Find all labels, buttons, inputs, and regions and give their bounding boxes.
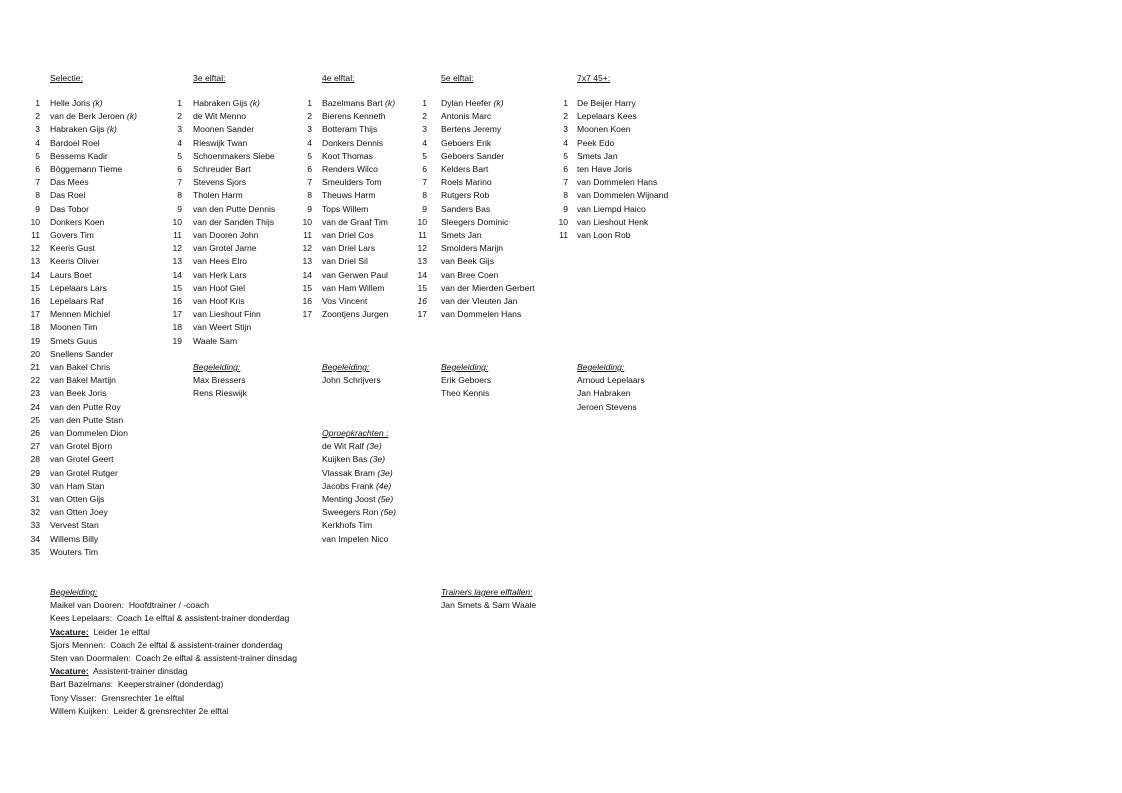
player-name: Das Mees [50, 177, 89, 188]
player-number: 11 [173, 230, 182, 240]
player-number: 34 [30, 533, 40, 544]
player-name: Habraken Gijs (k) [193, 98, 260, 108]
player-number: 30 [30, 480, 40, 491]
player-number: 8 [35, 190, 40, 201]
staff-label: Willem Kuijken: [50, 705, 109, 716]
staff-role: Leider 1e elftal [88, 626, 150, 637]
player-name: van Herk Lars [193, 269, 247, 280]
player-number: 6 [177, 164, 182, 174]
player-number: 15 [30, 282, 40, 293]
player-name: Bazelmans Bart (k) [322, 98, 396, 108]
player-name: van Gerwen Paul [322, 269, 388, 280]
team-staff-title [193, 361, 247, 401]
player-name: de Wit Menno [193, 111, 247, 122]
column-header: 4e elftal: [322, 73, 355, 83]
team-staff-heading: Begeleiding: [322, 362, 370, 372]
player-number: 4 [307, 137, 312, 148]
player-name: Das Roel [50, 190, 86, 201]
team-staff-member: Jan Habraken [577, 388, 631, 399]
player-number: 5 [563, 150, 568, 161]
team-staff-member: Max Bressers [193, 375, 246, 386]
player-number: 9 [35, 203, 40, 214]
player-number: 19 [30, 335, 40, 346]
player-number: 7 [307, 177, 312, 188]
reserve-player: van Impelen Nico [322, 533, 389, 544]
reserve-player: Menting Joost (5e) [322, 493, 394, 504]
player-number: 11 [303, 230, 312, 240]
reserve-player: Jacobs Frank (4e) [322, 480, 392, 491]
player-number: 13 [30, 256, 40, 267]
reserve-team-note: (3e) [367, 454, 386, 465]
captain-note: (k) [382, 98, 396, 108]
player-name: Moonen Tim [50, 322, 98, 333]
player-name: van den Putte Roy [50, 401, 121, 412]
player-number: 2 [35, 111, 40, 122]
player-number: 15 [172, 282, 182, 293]
player-name: Laurs Boet [50, 269, 92, 280]
player-number: 2 [422, 111, 427, 122]
player-name: Peek Edo [577, 137, 615, 148]
player-name: van Hoof Giel [193, 282, 246, 293]
staff-role: Assistent-trainer dinsdag [88, 666, 188, 677]
player-name: van Bree Coen [441, 269, 499, 280]
player-name: Antonis Marc [441, 111, 492, 122]
staff-role: Hoofdtrainer / -coach [124, 600, 210, 611]
player-name: Vervest Stan [50, 520, 99, 531]
player-number: 12 [172, 243, 182, 254]
player-number: 8 [422, 190, 427, 201]
player-number: 1 [563, 98, 568, 108]
staff-label: Vacature: [50, 626, 89, 637]
player-name: Bardoel Roel [50, 137, 100, 148]
player-name: van Grotel Rutger [50, 467, 118, 478]
player-number: 6 [307, 164, 312, 174]
player-name: Bierens Kenneth [322, 111, 386, 122]
player-name: Smeulders Tom [322, 177, 382, 188]
player-name: Snellens Sander [50, 348, 114, 359]
player-number: 7 [35, 177, 40, 188]
captain-note: (k) [104, 124, 117, 135]
player-number: 2 [177, 111, 182, 122]
player-name: van der Vleuten Jan [441, 296, 518, 306]
player-number: 8 [563, 190, 568, 201]
team-staff-member: Theo Kennis [441, 388, 490, 399]
player-number: 12 [302, 243, 312, 254]
player-number: 10 [302, 216, 312, 227]
player-name: Tholen Harm [193, 190, 243, 201]
player-number: 1 [177, 98, 182, 108]
column-header: 7x7 45+: [577, 73, 611, 83]
player-name: Donkers Dennis [322, 137, 384, 148]
player-number: 5 [35, 150, 40, 161]
player-name: Koot Thomas [322, 150, 373, 161]
player-number: 13 [172, 256, 182, 267]
team-staff-title [322, 361, 381, 387]
staff-label: Vacature: [50, 666, 89, 677]
player-number: 14 [30, 269, 40, 280]
player-number: 16 [172, 296, 182, 306]
reserve-player: Kerkhofs Tim [322, 520, 373, 531]
player-number: 7 [177, 177, 182, 188]
player-number: 35 [30, 546, 40, 557]
player-name: Kelders Bart [441, 164, 489, 174]
reserve-team-note: (3e) [364, 441, 382, 452]
player-number: 22 [30, 375, 40, 386]
lower-trainers-block [441, 586, 536, 612]
player-name: Botteram Thijs [322, 124, 378, 135]
player-number: 4 [35, 137, 40, 148]
player-name: De Beijer Harry [577, 98, 636, 108]
player-name: van de Graaf Tim [322, 216, 388, 227]
reserve-heading: Oproepkrachten : [322, 428, 389, 438]
player-name: Bertens Jeremy [441, 124, 502, 135]
player-name: Moonen Sander [193, 124, 255, 135]
staff-label: Sjors Mennen: [50, 639, 106, 650]
player-number: 11 [31, 230, 40, 240]
player-name: Theuws Harm [322, 190, 376, 201]
player-number: 4 [177, 137, 182, 148]
player-number: 8 [307, 190, 312, 201]
player-name: Roels Marino [441, 177, 492, 188]
team-staff-member: Jeroen Stevens [577, 401, 637, 412]
player-name: Lepelaars Kees [577, 111, 637, 122]
player-name: Geboers Erik [441, 137, 492, 148]
player-name: van Dommelen Wijnand [577, 190, 669, 201]
player-number: 16 [30, 296, 40, 306]
player-number: 32 [30, 507, 40, 518]
player-number: 11 [418, 230, 427, 240]
player-number: 17 [30, 309, 40, 320]
player-name: Schoenmakers Siebe [193, 150, 275, 161]
player-name: Sanders Bas [441, 203, 491, 214]
player-name: Keeris Gust [50, 243, 95, 254]
player-number: 10 [558, 216, 568, 227]
player-name: Rieswijk Twan [193, 137, 248, 148]
player-number: 6 [422, 164, 427, 174]
staff-role: Coach 1e elftal & assistent-trainer donderdag [112, 613, 290, 624]
player-number: 29 [30, 467, 40, 478]
player-number: 12 [417, 243, 427, 254]
player-number: 11 [559, 230, 568, 240]
player-number: 5 [422, 150, 427, 161]
lower-trainers-heading: Trainers lagere elftallen: [441, 587, 533, 597]
player-name: van Beek Gijs [441, 256, 495, 267]
staff-line [50, 678, 297, 691]
player-number: 19 [172, 335, 182, 346]
player-name: van Grotel Jarne [193, 243, 257, 254]
player-name: Moonen Koen [577, 124, 631, 135]
player-name: van Dommelen Hans [577, 177, 658, 188]
player-name: van Lieshout Finn [193, 309, 261, 320]
player-name: van Beek Joris [50, 388, 107, 399]
player-number: 17 [172, 309, 182, 320]
player-number: 1 [35, 98, 40, 108]
staff-line [50, 652, 297, 665]
player-name: van den Putte Dennis [193, 203, 276, 214]
player-name: Habraken Gijs (k) [50, 124, 117, 135]
reserve-player: Sweegers Ron (5e) [322, 507, 397, 518]
reserve-team-note: (4e) [373, 480, 392, 491]
player-name: Wouters Tim [50, 546, 99, 557]
captain-note: (k) [247, 98, 260, 108]
player-number: 4 [422, 137, 427, 148]
player-name: Govers Tim [50, 230, 94, 240]
player-name: Waale Sam [193, 335, 238, 346]
player-name: van Grotel Bjorn [50, 441, 113, 452]
lower-trainers-names: Jan Smets & Sam Waale [441, 600, 537, 611]
reserve-team-note: (5e) [378, 507, 397, 518]
staff-label: Sten van Doormalen: [50, 652, 131, 663]
player-number: 31 [30, 494, 40, 504]
player-name: van Driel Lars [322, 243, 376, 254]
player-name: Böggemann Tieme [50, 164, 123, 174]
player-name: Smets Jan [577, 150, 618, 161]
player-name: Das Tobor [50, 203, 90, 214]
player-number: 18 [172, 322, 182, 333]
player-number: 13 [302, 256, 312, 267]
staff-label: Maikel van Dooren: [50, 600, 125, 611]
player-number: 8 [177, 190, 182, 201]
captain-note: (k) [491, 98, 504, 108]
team-staff-member: Arnoud Lepelaars [577, 375, 645, 386]
column-header: 5e elftal: [441, 73, 474, 83]
player-number: 2 [307, 111, 312, 122]
staff-line [50, 639, 297, 652]
player-number: 3 [35, 124, 40, 135]
staff-heading: Begeleiding: [50, 587, 98, 597]
team-staff-member: Erik Geboers [441, 375, 492, 386]
player-number: 13 [417, 256, 427, 267]
staff-block [50, 586, 297, 718]
reserve-team-note: (3e) [375, 467, 393, 478]
player-name: van Bakel Chris [50, 362, 111, 372]
player-name: van Loon Rob [577, 230, 631, 240]
player-number: 7 [563, 177, 568, 188]
player-number: 24 [30, 401, 40, 412]
player-name: Lepelaars Lars [50, 282, 107, 293]
player-number: 4 [563, 137, 568, 148]
reserve-player: Kuijken Bas (3e) [322, 454, 386, 465]
staff-role: Coach 2e elftal & assistent-trainer donderdag [105, 639, 283, 650]
player-number: 3 [307, 124, 312, 135]
player-number: 9 [307, 203, 312, 214]
player-name: Renders Wilco [322, 164, 378, 174]
player-name: ten Have Joris [577, 164, 632, 174]
team-staff-title [441, 361, 491, 401]
player-name: Dylan Heefer (k) [441, 98, 504, 108]
player-number: 23 [30, 388, 40, 399]
player-number: 3 [177, 124, 182, 135]
player-name: van Hees Elro [193, 256, 247, 267]
player-name: Vos Vincent [322, 296, 368, 306]
player-number: 12 [30, 243, 40, 254]
staff-line [50, 692, 297, 705]
player-name: van de Berk Jeroen (k) [50, 111, 137, 122]
staff-role: Coach 2e elftal & assistent-trainer dinsdag [130, 652, 297, 663]
player-name: van Ham Willem [322, 282, 385, 293]
team-staff-heading: Begeleiding: [577, 362, 625, 372]
team-staff-heading: Begeleiding: [193, 362, 241, 372]
player-number: 26 [30, 428, 40, 438]
player-number: 9 [422, 203, 427, 214]
staff-line [50, 665, 297, 678]
player-name: Zoontjens Jurgen [322, 309, 389, 320]
player-number: 16 [417, 296, 427, 306]
player-name: Schreuder Bart [193, 164, 251, 174]
player-name: van Grotel Geert [50, 454, 114, 465]
player-name: Geboers Sander [441, 150, 505, 161]
player-name: Tops Willem [322, 203, 369, 214]
player-number: 5 [307, 150, 312, 161]
player-name: Keeris Oliver [50, 256, 100, 267]
player-number: 18 [30, 322, 40, 333]
player-number: 14 [302, 269, 312, 280]
staff-line [50, 612, 297, 625]
player-number: 15 [302, 282, 312, 293]
captain-note: (k) [90, 98, 103, 108]
player-name: Smets Guus [50, 335, 98, 346]
player-number: 7 [422, 177, 427, 188]
player-name: Sleegers Dominic [441, 216, 509, 227]
player-number: 27 [30, 441, 40, 452]
player-name: van den Putte Stan [50, 414, 124, 425]
player-number: 2 [563, 111, 568, 122]
reserve-players [322, 427, 396, 546]
player-name: van Otten Joey [50, 507, 108, 518]
reserve-player: Vlassak Bram (3e) [322, 467, 393, 478]
player-number: 10 [172, 216, 182, 227]
player-number: 9 [177, 203, 182, 214]
player-number: 14 [172, 269, 182, 280]
player-number: 14 [417, 269, 427, 280]
team-staff-member: John Schrijvers [322, 375, 381, 386]
player-name: Stevens Sjors [193, 177, 247, 188]
player-name: van Liempd Haico [577, 203, 646, 214]
player-name: van Bakel Martijn [50, 375, 116, 386]
player-name: Donkers Koen [50, 216, 105, 227]
team-staff-heading: Begeleiding: [441, 362, 489, 372]
player-name: Willems Billy [50, 533, 99, 544]
staff-role: Leider & grensrechter 2e elftal [108, 705, 229, 716]
player-number: 25 [30, 414, 40, 425]
team-staff-title [577, 361, 645, 414]
player-name: Smolders Marijn [441, 243, 504, 254]
player-name: van Weert Stijn [193, 322, 252, 333]
player-name: van Hoof Kris [193, 296, 245, 306]
staff-label: Tony Visser: [50, 692, 97, 703]
staff-line [50, 626, 297, 639]
player-name: van Dooren John [193, 230, 259, 240]
player-number: 33 [30, 520, 40, 531]
player-name: Smets Jan [441, 230, 482, 240]
player-number: 9 [563, 203, 568, 214]
player-name: van Dommelen Dion [50, 428, 128, 438]
player-number: 17 [417, 309, 427, 320]
staff-line [50, 705, 297, 718]
staff-role: Keeperstrainer (donderdag) [113, 679, 224, 690]
player-name: Rutgers Rob [441, 190, 490, 201]
player-name: Lepelaars Raf [50, 296, 104, 306]
player-number: 6 [563, 164, 568, 174]
player-number: 10 [30, 216, 40, 227]
player-name: van Driel Cos [322, 230, 374, 240]
player-name: van Ham Stan [50, 480, 105, 491]
captain-note: (k) [124, 111, 137, 122]
staff-line [50, 599, 297, 612]
column-header: Selectie: [50, 73, 83, 83]
staff-role: Grensrechter 1e elftal [96, 692, 185, 703]
team-staff-member: Rens Rieswijk [193, 388, 247, 399]
reserve-team-note: (5e) [375, 493, 394, 504]
player-number: 16 [302, 296, 312, 306]
reserve-player: de Wit Ralf (3e) [322, 441, 382, 452]
column-header: 3e elftal: [193, 73, 226, 83]
player-number: 1 [422, 98, 427, 108]
player-number: 1 [307, 98, 312, 108]
player-number: 15 [417, 282, 427, 293]
player-name: van der Mierden Gerbert [441, 282, 535, 293]
player-number: 20 [30, 348, 40, 359]
player-name: van Dommelen Hans [441, 309, 522, 320]
player-number: 10 [417, 216, 427, 227]
player-number: 17 [302, 309, 312, 320]
player-name: van Lieshout Henk [577, 216, 649, 227]
player-name: van Otten Gijs [50, 494, 105, 504]
player-number: 3 [563, 124, 568, 135]
player-name: van Driel Sil [322, 256, 368, 267]
player-number: 3 [422, 124, 427, 135]
staff-label: Bart Bazelmans: [50, 679, 114, 690]
player-name: Bessems Kadir [50, 150, 108, 161]
staff-label: Kees Lepelaars: [50, 613, 113, 624]
player-name: Mennen Michiel [50, 309, 111, 320]
player-number: 21 [30, 362, 40, 372]
player-number: 28 [30, 454, 40, 465]
player-name: van der Sanden Thijs [193, 216, 275, 227]
player-number: 5 [177, 150, 182, 161]
player-number: 6 [35, 164, 40, 174]
player-name: Helle Joris (k) [50, 98, 103, 108]
